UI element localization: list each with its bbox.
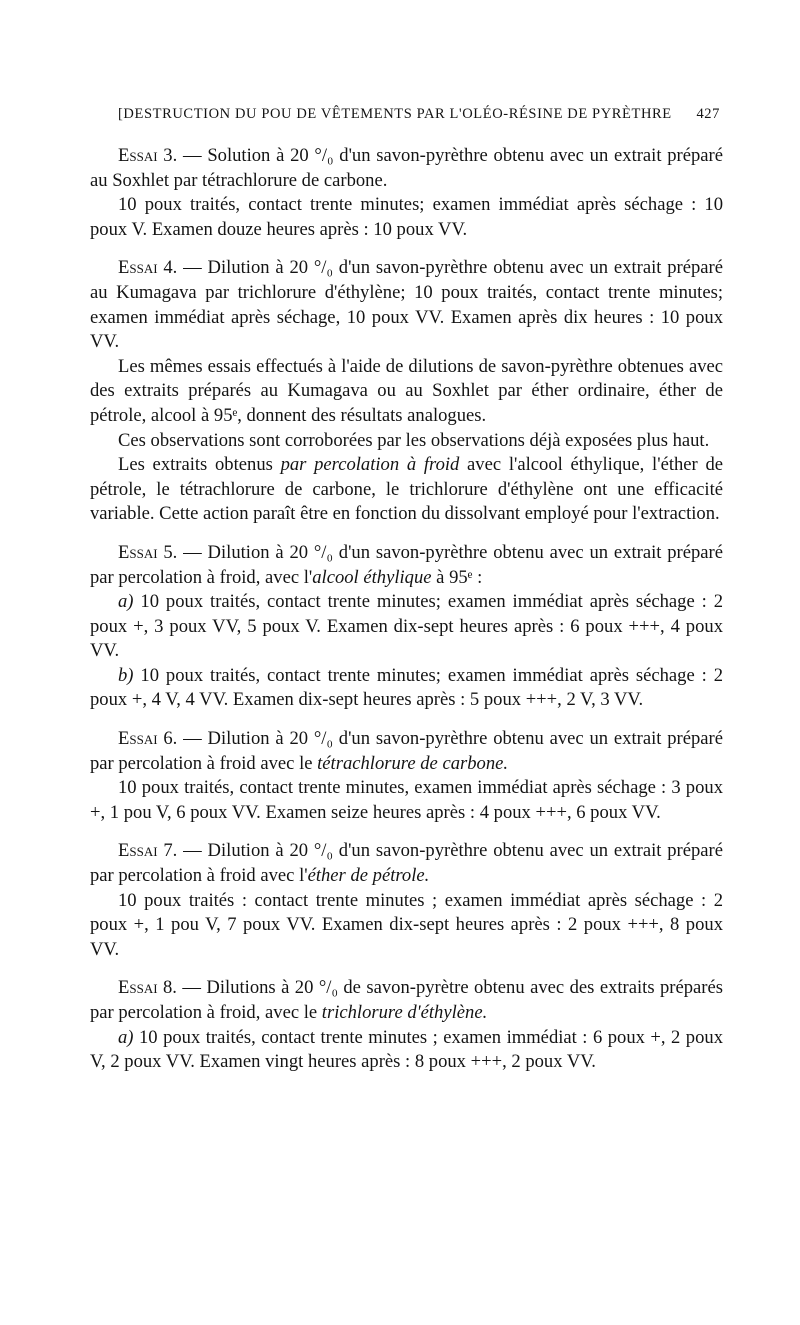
essai-4-paragraph: Essai 4. — Dilution à 20 °/₀ d'un savon-pyrèthre obtenu avec un extrait préparé au Kumagava par trichlorure d'éthylène; 10 poux traités, contact trente minutes; examen immédiat après séchage, 10 poux VV. Examen après dix heures : 10 poux VV. [90, 257, 723, 353]
essai-label: Essai 7. [118, 840, 178, 862]
essai-7-result-paragraph: 10 poux traités : contact trente minutes ; examen immédiat après séchage : 2 poux +, 1 pou V, 7 poux VV. Examen dix-sept heures après : 2 poux +++, 8 poux VV. [90, 889, 723, 960]
running-title: [DESTRUCTION DU POU DE VÊTEMENTS PAR L'OLÉO-RÉSINE DE PYRÈTHRE [118, 106, 672, 122]
essai-3-paragraph: Essai 3. — Solution à 20 °/₀ d'un savon-pyrèthre obtenu avec un extrait préparé au Soxhlet par tétrachlorure de carbone. [90, 145, 723, 191]
essai-6-result-paragraph: 10 poux traités, contact trente minutes, examen immédiat après séchage : 3 poux +, 1 pou V, 6 poux VV. Examen seize heures après : 4 poux +++, 6 poux VV. [90, 777, 723, 823]
essai-5a-paragraph: a) 10 poux traités, contact trente minutes; examen immédiat après séchage : 2 poux +, 3 poux VV, 5 poux V. Examen dix-sept heures après : 6 poux +++, 4 poux VV. [90, 591, 723, 662]
essai-label: Essai 4. [118, 257, 178, 279]
running-header [118, 106, 720, 123]
essai-6-paragraph: Essai 6. — Dilution à 20 °/₀ d'un savon-pyrèthre obtenu avec un extrait préparé par percolation à froid avec le tétrachlorure de carbone. [90, 728, 723, 774]
essai-8a-paragraph: a) 10 poux traités, contact trente minutes ; examen immédiat : 6 poux +, 2 poux V, 2 poux VV. Examen vingt heures après : 8 poux +++, 2 poux VV. [90, 1026, 723, 1073]
essai-label: Essai 3. [118, 145, 178, 166]
essai-7-paragraph: Essai 7. — Dilution à 20 °/₀ d'un savon-pyrèthre obtenu avec un extrait préparé par percolation à froid avec l'éther de pétrole. [90, 840, 723, 887]
essai-3-result-paragraph: 10 poux traités, contact trente minutes; examen immédiat après séchage : 10 poux V. Examen douze heures après : 10 poux VV. [90, 194, 723, 240]
essai-8-paragraph: Essai 8. — Dilutions à 20 °/₀ de savon-pyrètre obtenu avec des extraits préparés par percolation à froid, avec le trichlorure d'éthylène. [90, 977, 723, 1023]
body-text [90, 144, 723, 1075]
essai-5-paragraph: Essai 5. — Dilution à 20 °/₀ d'un savon-pyrèthre obtenu avec un extrait préparé par percolation à froid, avec l'alcool éthylique à 95ᵉ : [90, 541, 723, 588]
comparison-paragraph: Les mêmes essais effectués à l'aide de dilutions de savon-pyrèthre obtenues avec des extraits préparés au Kumagava ou au Soxhlet par éther ordinaire, éther de pétrole, alcool à 95ᵉ, donnent des résultats analogues. [90, 355, 723, 426]
essai-label: Essai 5. [118, 541, 178, 563]
page-number: 427 [696, 106, 720, 122]
percolation-paragraph: Les extraits obtenus par percolation à froid avec l'alcool éthylique, l'éther de pétrole, le tétrachlorure de carbone, le trichlorure d'éthylène ont une efficacité variable. Cette action paraît être en fonction du dissolvant employé pour l'extraction. [90, 454, 723, 525]
observations-paragraph: Ces observations sont corroborées par les observations déjà exposées plus haut. [118, 429, 710, 451]
essai-label: Essai 8. [118, 977, 177, 999]
essai-5b-paragraph: b) 10 poux traités, contact trente minutes; examen immédiat après séchage : 2 poux +, 4 V, 4 VV. Examen dix-sept heures après : 5 poux +++, 2 V, 3 VV. [90, 664, 723, 711]
essai-label: Essai 6. [118, 728, 178, 750]
